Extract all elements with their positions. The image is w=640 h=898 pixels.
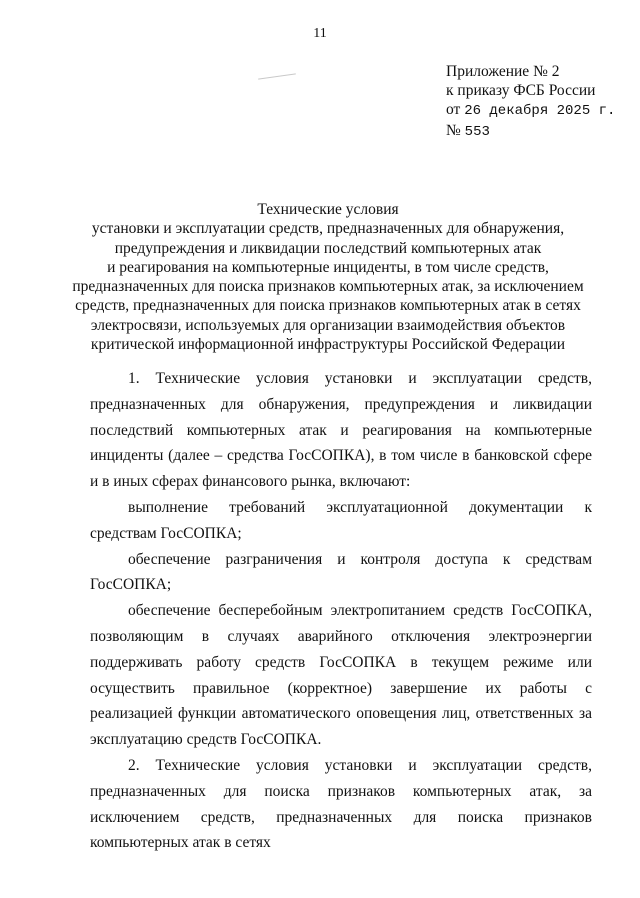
- page-number: 11: [313, 26, 327, 41]
- title-line: средств, предназначенных для поиска признаков компьютерных атак в сетях: [75, 297, 581, 315]
- appendix-order-ref: к приказу ФСБ России: [446, 82, 596, 99]
- paragraph: обеспечение разграничения и контроля доступа к средствам ГосСОПКА;: [90, 550, 592, 594]
- title-line: предупреждения и ликвидации последствий компьютерных атак: [114, 239, 542, 257]
- paragraph: выполнение требований эксплуатационной документации к средствам ГосСОПКА;: [90, 498, 592, 542]
- title-line: электросвязи, используемых для организации взаимодействия объектов: [90, 316, 566, 334]
- appendix-header: [446, 62, 615, 142]
- paragraph: 2. Технические условия установки и эксплуатации средств, предназначенных для поиска признаков компьютерных атак, за исключением средств, предназначенных для поиска признаков компьютерных атак в сетях: [90, 756, 592, 852]
- appendix-number-prefix: №: [446, 122, 465, 139]
- paragraph: обеспечение бесперебойным электропитанием средств ГосСОПКА, позволяющим в случаях аварийного отключения электроэнергии поддерживать работу средств ГосСОПКА в текущем режиме или осуществить правильное (корректное) завершение их работы с реализацией функции автоматического оповещения лиц, ответственных за эксплуатацию средств ГосСОПКА.: [90, 602, 592, 749]
- title-line: критической информационной инфраструктуры Российской Федерации: [90, 336, 566, 354]
- appendix-number: 553: [464, 124, 490, 140]
- appendix-date-line: [446, 100, 615, 121]
- appendix-title: Приложение № 2: [446, 63, 560, 80]
- title-line: и реагирования на компьютерные инциденты, в том числе средств,: [107, 258, 549, 276]
- document-body: [90, 366, 592, 856]
- title-line: установки и эксплуатации средств, предназначенных для обнаружения,: [91, 220, 565, 238]
- appendix-number-line: [446, 121, 615, 142]
- paragraph: 1. Технические условия установки и эксплуатации средств, предназначенных для обнаружения, предупреждения и ликвидации последствий компьютерных атак и реагирования на компьютерные инциденты (далее – средства ГосСОПКА), в том числе в банковской сфере и в иных сферах финансового рынка, включают:: [90, 370, 592, 491]
- title-line: Технические условия: [257, 201, 399, 218]
- document-title: [60, 200, 596, 354]
- appendix-date: 26 декабря 2025 г.: [464, 103, 616, 119]
- scan-artifact: [258, 73, 296, 79]
- title-line: предназначенных для поиска признаков компьютерных атак, за исключением: [72, 278, 584, 296]
- appendix-date-prefix: от: [446, 101, 465, 118]
